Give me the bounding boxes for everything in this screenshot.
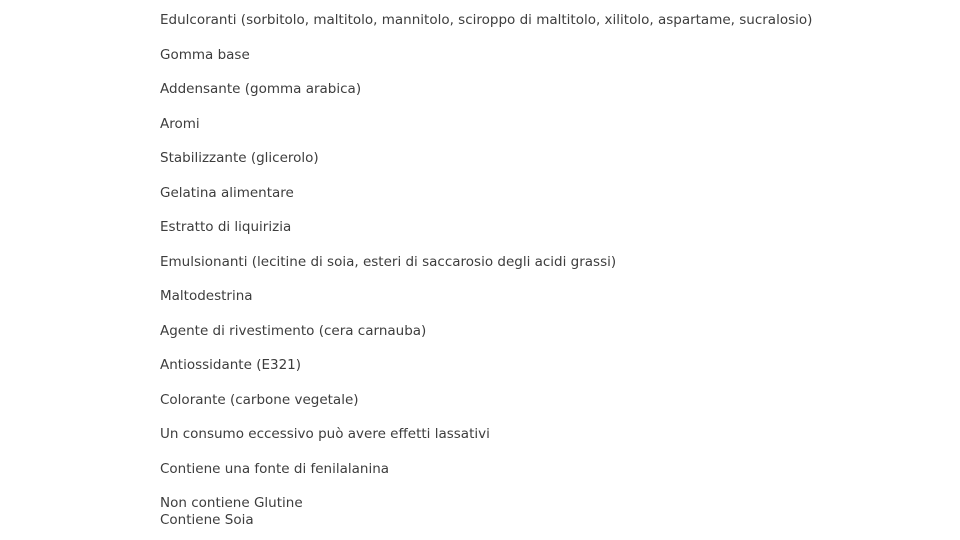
ingredient-antioxidant: Antiossidante (E321) (160, 357, 302, 373)
gluten-statement: Non contiene Glutine (160, 495, 303, 511)
laxative-warning: Un consumo eccessivo può avere effetti lassativi (160, 426, 490, 442)
soy-statement: Contiene Soia (160, 512, 254, 528)
phenylalanine-warning: Contiene una fonte di fenilalanina (160, 460, 390, 477)
ingredient-gum-base: Gomma base (160, 46, 250, 63)
ingredient-maltodextrin: Maltodestrina (160, 288, 253, 304)
ingredient-colour: Colorante (carbone vegetale) (160, 391, 359, 408)
ingredient-thickener: Addensante (gomma arabica) (160, 81, 362, 97)
ingredient-stabiliser: Stabilizzante (glicerolo) (160, 150, 319, 166)
allergen-info (160, 495, 812, 529)
ingredient-flavourings: Aromi (160, 115, 200, 132)
ingredient-glazing-agent: Agente di rivestimento (cera carnauba) (160, 322, 427, 339)
ingredient-sweeteners: Edulcoranti (sorbitolo, maltitolo, mannitolo, sciroppo di maltitolo, xilitolo, aspartame, sucralosio) (160, 12, 813, 28)
ingredient-liquorice-extract: Estratto di liquirizia (160, 219, 292, 235)
ingredient-gelatin: Gelatina alimentare (160, 184, 294, 201)
ingredient-emulsifiers: Emulsionanti (lecitine di soia, esteri di saccarosio degli acidi grassi) (160, 253, 617, 270)
ingredients-list (160, 12, 812, 529)
